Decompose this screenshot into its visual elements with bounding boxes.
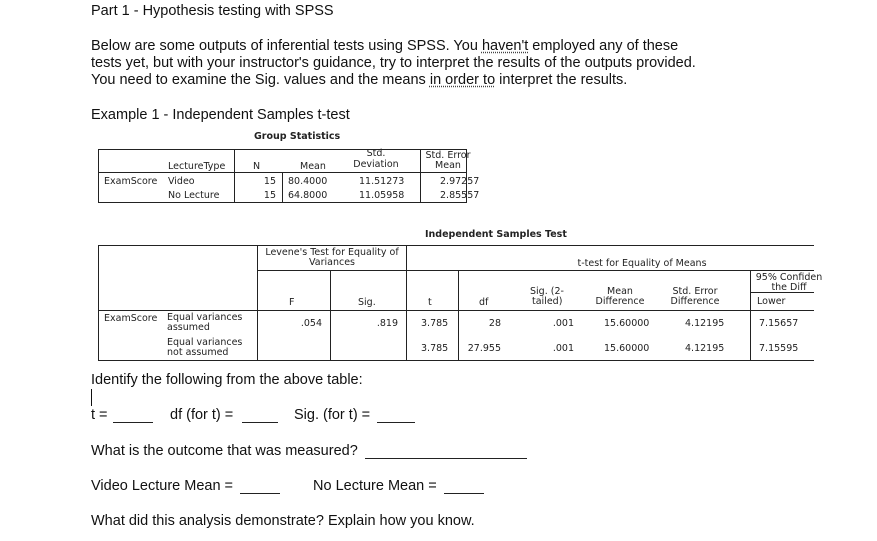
- intro-text: interpret the results.: [495, 72, 628, 88]
- ci-header: 95% Confiden: [755, 272, 823, 283]
- cell-sd: 11.51273: [359, 176, 405, 187]
- cell-n: 15: [263, 190, 276, 201]
- no-lecture-mean-answer-blank[interactable]: [444, 493, 484, 494]
- page-title: Part 1 - Hypothesis testing with SPSS: [91, 3, 334, 19]
- col-std-dev: Std.: [366, 148, 386, 159]
- cell-mean-diff: 15.60000: [604, 343, 650, 354]
- cell-lower: 7.15595: [759, 343, 799, 354]
- col-sig2: Sig. (2-: [530, 286, 564, 297]
- col-mean: Mean: [300, 161, 326, 172]
- col-std-err-diff-2: Difference: [670, 296, 720, 307]
- cell-df: 27.955: [467, 343, 501, 354]
- col-std-err-2: Mean: [435, 160, 461, 171]
- col-std-err-diff: Std. Error: [672, 286, 718, 297]
- cell-std-err-diff: 4.12195: [685, 318, 725, 329]
- intro-line-3: [91, 72, 627, 89]
- col-std-dev-2: Deviation: [353, 159, 399, 170]
- cell-f: .054: [300, 318, 322, 329]
- row-variance-label: Equal variances: [167, 337, 243, 348]
- cell-se: 2.97257: [440, 176, 480, 187]
- cell-t: 3.785: [421, 343, 449, 354]
- cell-n: 15: [263, 176, 276, 187]
- cell-mean: 80.4000: [288, 176, 328, 187]
- t-answer-blank[interactable]: [113, 422, 153, 423]
- group-name: No Lecture: [168, 190, 220, 201]
- grammar-flag-in-order-to: in order to: [429, 72, 496, 88]
- col-n: N: [253, 161, 261, 172]
- example-title: Example 1 - Independent Samples t-test: [91, 107, 350, 123]
- demonstrate-question: What did this analysis demonstrate? Explain how you know.: [91, 513, 475, 529]
- intro-text: Below are some outputs of inferential tests using SPSS. You: [91, 38, 482, 54]
- cell-std-err-diff: 4.12195: [685, 343, 725, 354]
- col-std-err: Std. Error: [425, 150, 471, 161]
- row-variance-label: Equal variances: [167, 312, 243, 323]
- cell-sig2: .001: [552, 318, 574, 329]
- outcome-answer-blank[interactable]: [365, 458, 527, 459]
- group-name: Video: [168, 176, 195, 187]
- col-sig: Sig.: [358, 297, 376, 308]
- intro-line-2: tests yet, but with your instructor's guidance, try to interpret the results of the outputs provided.: [91, 55, 696, 71]
- outcome-question: What is the outcome that was measured?: [91, 443, 358, 459]
- col-f: F: [289, 297, 295, 308]
- cell-df: 28: [488, 318, 501, 329]
- group-stats-title: Group Statistics: [254, 131, 341, 142]
- video-mean-label: Video Lecture Mean =: [91, 478, 234, 494]
- intro-text: employed any of these: [528, 38, 679, 54]
- row-variance-label-2: assumed: [167, 322, 210, 333]
- cell-lower: 7.15657: [759, 318, 799, 329]
- col-df: df: [479, 297, 489, 308]
- spell-flag-havent: haven't: [481, 38, 529, 54]
- cell-t: 3.785: [421, 318, 449, 329]
- df-answer-blank[interactable]: [242, 422, 278, 423]
- col-lecture-type: LectureType: [168, 161, 226, 172]
- levene-header-2: Variances: [309, 257, 355, 268]
- cell-se: 2.85557: [440, 190, 480, 201]
- row-variance-label-2: not assumed: [167, 347, 229, 358]
- ci-header-2: the Diff: [771, 282, 807, 293]
- col-t: t: [428, 297, 432, 308]
- cell-sd: 11.05958: [359, 190, 405, 201]
- sig-label: Sig. (for t) =: [294, 407, 371, 423]
- ttest-header: t-test for Equality of Means: [577, 258, 707, 269]
- no-lecture-mean-label: No Lecture Mean =: [313, 478, 437, 494]
- col-mean-diff: Mean: [607, 286, 633, 297]
- identify-prompt: Identify the following from the above table:: [91, 372, 363, 388]
- video-mean-answer-blank[interactable]: [240, 493, 280, 494]
- cell-sig: .819: [376, 318, 398, 329]
- col-sig2-2: tailed): [532, 296, 563, 307]
- ind-test-title: Independent Samples Test: [425, 229, 567, 240]
- cell-mean: 64.8000: [288, 190, 328, 201]
- col-mean-diff-2: Difference: [595, 296, 645, 307]
- row-label: ExamScore: [104, 176, 158, 187]
- row-label: ExamScore: [104, 313, 158, 324]
- text-cursor: [91, 389, 92, 406]
- intro-line-1: [91, 38, 678, 55]
- t-label: t =: [91, 407, 108, 423]
- cell-mean-diff: 15.60000: [604, 318, 650, 329]
- intro-text: You need to examine the Sig. values and the means: [91, 72, 430, 88]
- col-lower: Lower: [757, 296, 786, 307]
- df-label: df (for t) =: [170, 407, 234, 423]
- levene-header: Levene's Test for Equality of: [265, 247, 399, 258]
- cell-sig2: .001: [552, 343, 574, 354]
- sig-answer-blank[interactable]: [377, 422, 415, 423]
